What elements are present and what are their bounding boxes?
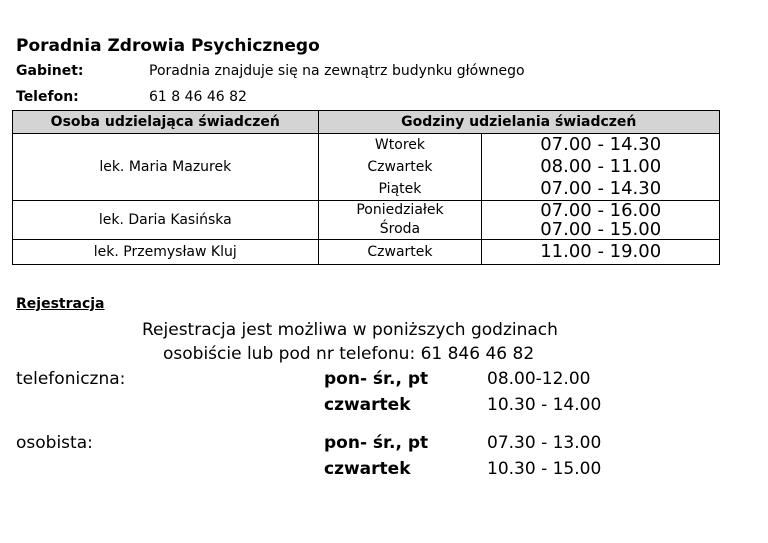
registration-hours: 10.30 - 14.00 bbox=[487, 395, 602, 415]
hours-value: 07.00 - 14.30 bbox=[540, 178, 662, 199]
registration-hours: 07.30 - 13.00 bbox=[487, 433, 602, 453]
doctor-name: lek. Przemysław Kluj bbox=[13, 240, 319, 265]
header-person: Osoba udzielająca świadczeń bbox=[13, 111, 319, 134]
day-label: Wtorek bbox=[374, 137, 425, 153]
doctor-row bbox=[13, 240, 720, 265]
hours-value: 07.00 - 14.30 bbox=[540, 134, 662, 155]
hours-value: 07.00 - 15.00 bbox=[540, 219, 662, 240]
registration-hours: 08.00-12.00 bbox=[487, 369, 591, 389]
registration-heading: Rejestracja bbox=[16, 296, 105, 312]
registration-hours: 10.30 - 15.00 bbox=[487, 459, 602, 479]
hours-value: 08.00 - 11.00 bbox=[540, 156, 662, 177]
schedule-table bbox=[12, 110, 720, 265]
registration-phone-label: telefoniczna: bbox=[16, 369, 126, 389]
registration-days: pon- śr., pt bbox=[324, 433, 429, 453]
telefon-label: Telefon: bbox=[16, 89, 79, 105]
doctor-row bbox=[13, 134, 720, 201]
page-title: Poradnia Zdrowia Psychicznego bbox=[16, 36, 320, 56]
gabinet-value: Poradnia znajduje się na zewnątrz budynku głównego bbox=[149, 63, 525, 79]
hours-value: 07.00 - 16.00 bbox=[540, 200, 662, 221]
registration-days: czwartek bbox=[324, 459, 411, 479]
doctor-name: lek. Daria Kasińska bbox=[13, 201, 319, 240]
doctor-row bbox=[13, 201, 720, 240]
day-label: Środa bbox=[379, 221, 421, 237]
day-label: Piątek bbox=[378, 181, 422, 197]
day-label: Poniedziałek bbox=[356, 202, 444, 218]
registration-intro-line1: Rejestracja jest możliwa w poniższych godzinach bbox=[142, 320, 558, 340]
header-hours: Godziny udzielania świadczeń bbox=[318, 111, 719, 134]
day-label: Czwartek bbox=[367, 244, 433, 260]
registration-personal-label: osobista: bbox=[16, 433, 93, 453]
telefon-value: 61 8 46 46 82 bbox=[149, 89, 247, 105]
registration-days: pon- śr., pt bbox=[324, 369, 429, 389]
registration-days: czwartek bbox=[324, 395, 411, 415]
gabinet-label: Gabinet: bbox=[16, 63, 84, 79]
day-label: Czwartek bbox=[367, 159, 433, 175]
doctor-name: lek. Maria Mazurek bbox=[13, 134, 319, 201]
registration-intro-line2: osobiście lub pod nr telefonu: 61 846 46 82 bbox=[163, 344, 535, 364]
hours-value: 11.00 - 19.00 bbox=[540, 241, 662, 262]
